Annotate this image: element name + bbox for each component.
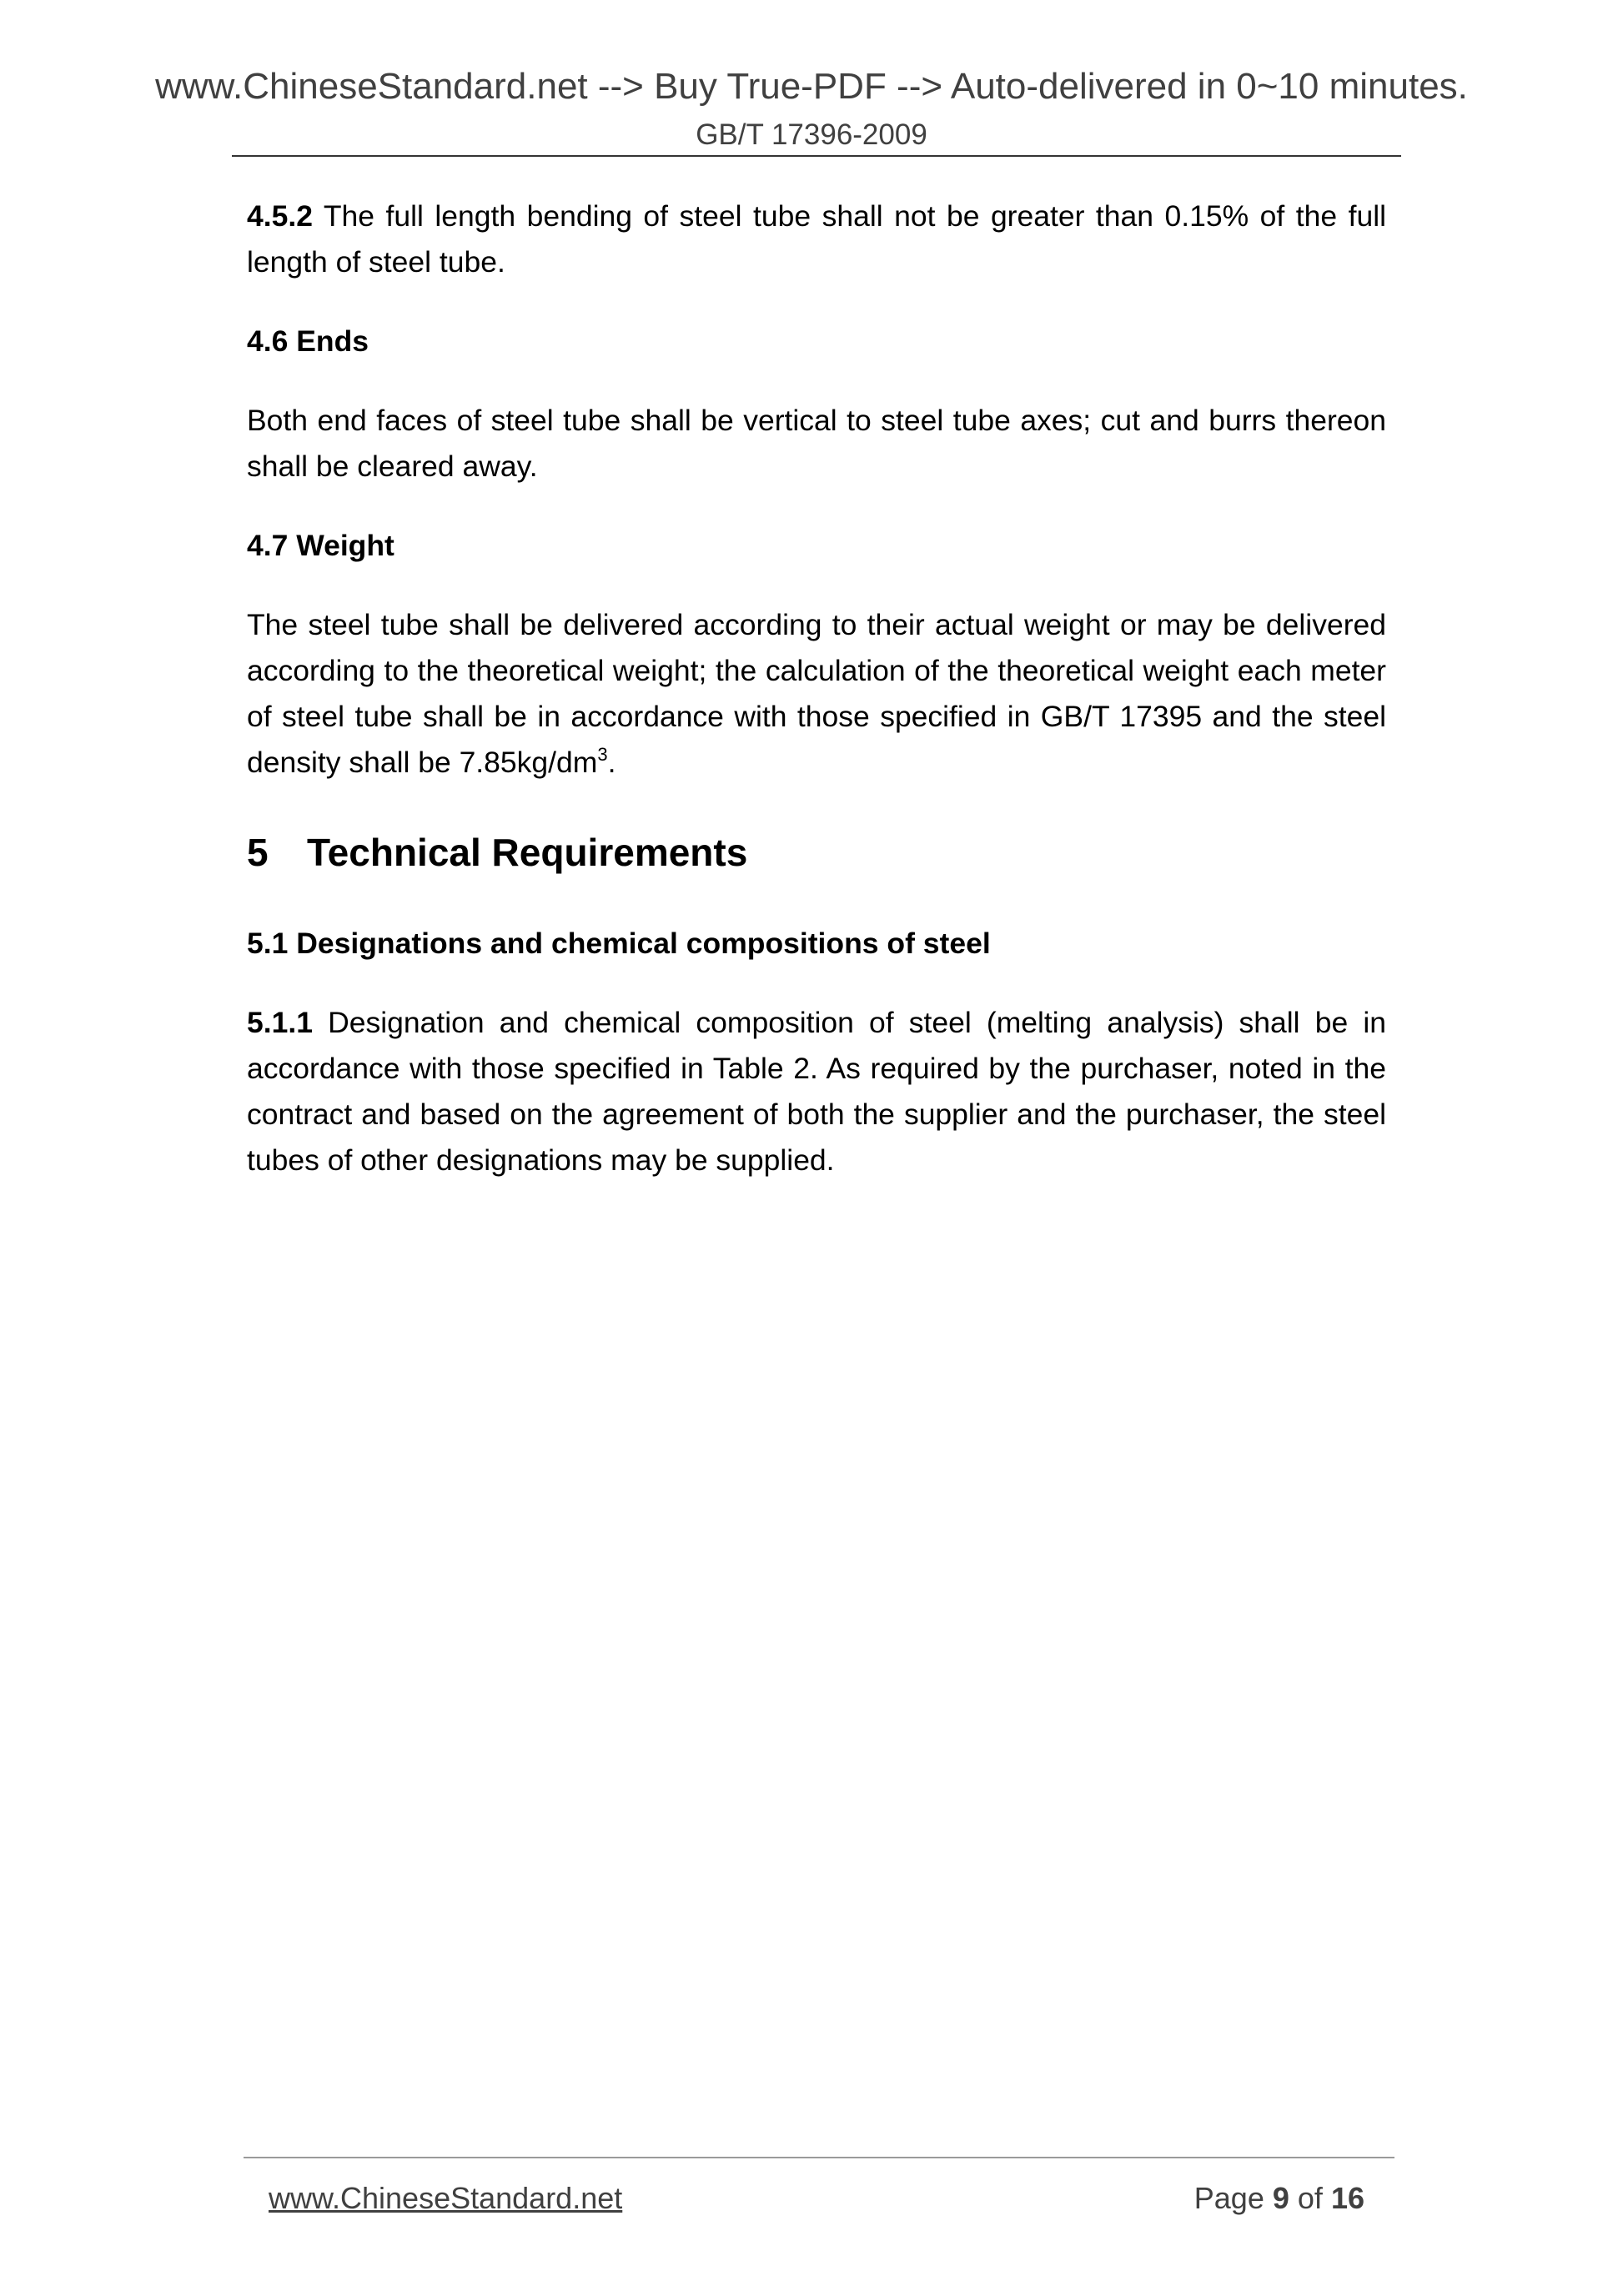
document-body bbox=[247, 193, 1386, 1183]
footer-divider bbox=[244, 2157, 1394, 2158]
page-indicator bbox=[1194, 2180, 1364, 2217]
page-total: 16 bbox=[1330, 2181, 1364, 2215]
page-prefix: Page bbox=[1193, 2181, 1264, 2215]
superscript: 3 bbox=[597, 744, 608, 765]
heading-4-6: 4.6 Ends bbox=[247, 324, 369, 358]
page-of: of bbox=[1297, 2181, 1323, 2215]
heading-5-1: 5.1 Designations and chemical compositions of steel bbox=[247, 927, 991, 960]
footer-site-link[interactable]: www.ChineseStandard.net bbox=[269, 2181, 623, 2215]
clause-text: Designation and chemical composition of steel (melting analysis) shall be in accordance with those specified in Table 2. As required by the purchaser, noted in the contract and based on the agreement of both the supplier and the purchaser, the steel tubes of other designations may be supplied. bbox=[247, 1006, 1386, 1177]
clause-number: 4.5.2 bbox=[247, 199, 313, 233]
standard-code: GB/T 17396-2009 bbox=[696, 118, 927, 151]
chapter-title: Technical Requirements bbox=[307, 831, 748, 874]
clause-4-7-text bbox=[247, 602, 1386, 786]
clause-4-6-text: Both end faces of steel tube shall be vertical to steel tube axes; cut and burrs thereon shall be cleared away. bbox=[247, 404, 1386, 483]
clause-text: The steel tube shall be delivered according to their actual weight or may be delivered according to the theoretical weight; the calculation of the theoretical weight each meter of steel tube shall be in accordance with those specified in GB/T 17395 and the steel density shall be 7.85kg/dm bbox=[247, 608, 1386, 779]
site-banner: www.ChineseStandard.net --> Buy True-PDF --> Auto-delivered in 0~10 minutes. bbox=[155, 66, 1468, 107]
clause-text-end: . bbox=[607, 746, 616, 779]
clause-5-1-1 bbox=[247, 1000, 1386, 1183]
chapter-5-heading bbox=[247, 827, 1386, 877]
header-divider bbox=[232, 155, 1401, 157]
page-current: 9 bbox=[1272, 2181, 1289, 2215]
chapter-number: 5 bbox=[247, 831, 269, 874]
heading-4-7: 4.7 Weight bbox=[247, 529, 394, 562]
clause-4-5-2 bbox=[247, 193, 1386, 285]
clause-text: The full length bending of steel tube shall not be greater than 0.15% of the full length of steel tube. bbox=[247, 199, 1386, 279]
clause-number: 5.1.1 bbox=[247, 1006, 313, 1039]
